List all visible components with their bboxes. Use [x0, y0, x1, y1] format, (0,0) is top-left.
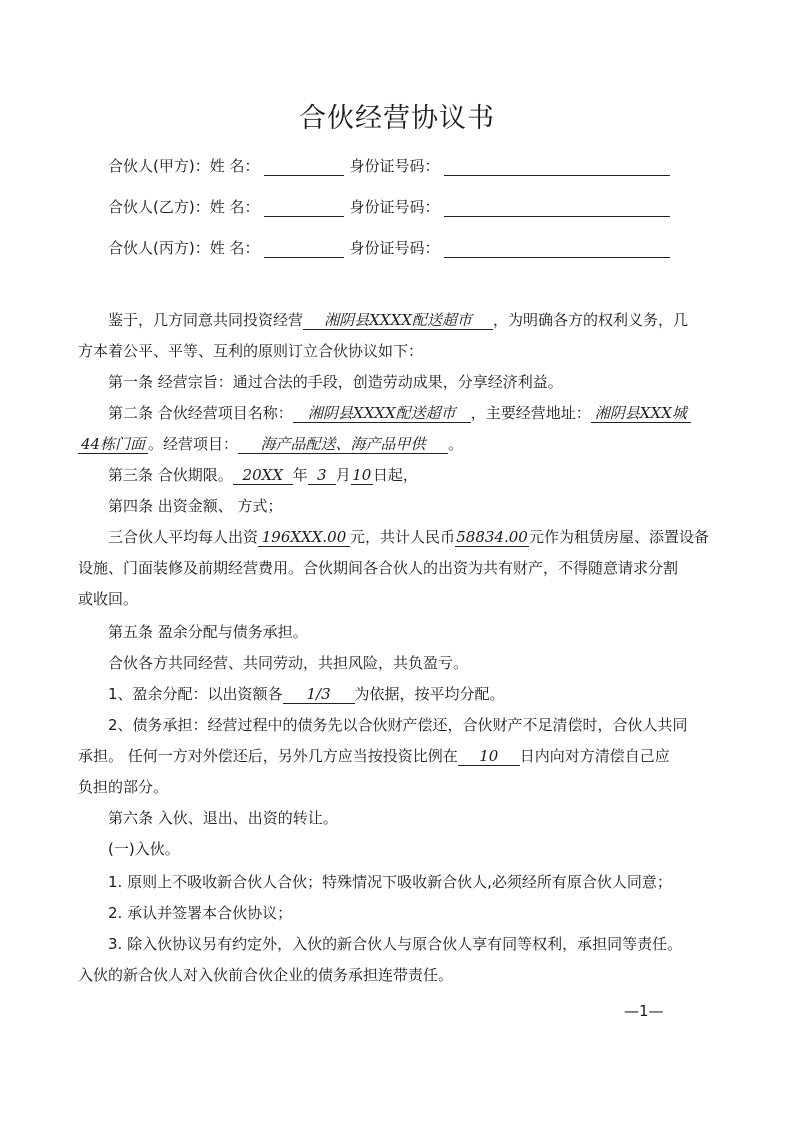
article-6-item-3-line-2: 入伙的新合伙人对入伙前合伙企业的债务承担连带责任。: [78, 966, 454, 984]
name-label: 姓 名：: [209, 157, 260, 175]
store-name-fill: 湘阴县XXXX配送超市: [303, 311, 493, 330]
month-fill: 3: [308, 466, 336, 485]
article-5-item-2-line-1: 2、债务承担：经营过程中的债务先以合伙财产偿还，合伙财产不足清偿时，合伙人共同: [108, 716, 688, 734]
id-blank[interactable]: [444, 241, 670, 258]
article-4-line-3: 或收回。: [78, 590, 139, 608]
id-blank[interactable]: [444, 200, 670, 217]
party-row-yi: [108, 196, 670, 217]
address-fill-2: 44栋门面: [78, 435, 148, 454]
preamble-line-1: [78, 310, 748, 330]
preamble-text: 鉴于，几方同意共同投资经营: [108, 311, 304, 329]
article-4-line-1: [78, 527, 748, 547]
article-4-line-2: 设施、门面装修及前期经营费用。合伙期间各合伙人的出资为共有财产，不得随意请求分割: [78, 559, 679, 577]
name-blank[interactable]: [264, 159, 344, 176]
article-4-text: 元，共计人民币: [350, 528, 456, 546]
party-row-bing: [108, 237, 670, 258]
party-label: 合伙人(乙方)：: [108, 198, 210, 216]
business-items-fill: 海产品配送、海产品甲供: [238, 435, 448, 454]
repay-days-fill: 10: [458, 747, 520, 766]
article-6-item-1: 1. 原则上不吸收新合伙人合伙；特殊情况下吸收新合伙人,必须经所有原合伙人同意；: [108, 873, 672, 891]
each-amount-fill: 196XXX.00: [258, 528, 350, 547]
article-5-item-1: [78, 684, 748, 704]
share-ratio-fill: 1/3: [283, 685, 355, 704]
article-6-heading: 第六条 入伙、退出、出资的转让。: [108, 809, 338, 827]
article-2-line-1: [78, 403, 748, 423]
id-label: 身份证号码：: [349, 198, 440, 216]
preamble-text: ，为明确各方的权利义务，几: [493, 311, 689, 329]
article-6-item-2: 2. 承认并签署本合伙协议；: [108, 904, 293, 922]
project-name-fill: 湘阴县XXXX配送超市: [293, 404, 471, 423]
article-4-text: 元作为租赁房屋、添置设备: [529, 528, 710, 546]
id-label: 身份证号码：: [349, 157, 440, 175]
article-5-text: 1、盈余分配：以出资额各: [108, 685, 283, 703]
party-label: 合伙人(甲方)：: [108, 157, 210, 175]
name-blank[interactable]: [264, 200, 344, 217]
article-3: [78, 465, 748, 485]
total-amount-fill: 58834.00: [456, 528, 528, 546]
article-5-intro: 合伙各方共同经营、共同劳动，共担风险，共负盈亏。: [108, 654, 469, 672]
name-blank[interactable]: [264, 241, 344, 258]
preamble-line-2: 方本着公平、平等、互利的原则订立合伙协议如下：: [78, 342, 424, 360]
article-5-text: 承担。 任何一方对外偿还后，另外几方应当按投资比例在: [78, 747, 458, 765]
name-label: 姓 名：: [209, 198, 260, 216]
article-3-text: 日起，: [372, 466, 418, 484]
id-label: 身份证号码：: [349, 239, 440, 257]
article-5-text: 日内向对方清偿自己应: [519, 747, 670, 765]
page-number: —1—: [624, 1002, 664, 1020]
article-5-heading: 第五条 盈余分配与债务承担。: [108, 623, 308, 641]
article-2-line-2: [78, 434, 718, 454]
year-fill: 20XX: [233, 466, 293, 485]
article-3-text: 月: [335, 466, 351, 484]
article-5-item-2-line-3: 负担的部分。: [78, 778, 169, 796]
article-2-text: 第二条 合伙经营项目名称：: [108, 404, 293, 422]
article-5-item-2-line-2: [78, 746, 718, 766]
name-label: 姓 名：: [209, 239, 260, 257]
article-2-text: ，主要经营地址：: [470, 404, 591, 422]
article-2-text: 。: [448, 435, 464, 453]
article-4-heading: 第四条 出资金额、 方式；: [108, 497, 283, 515]
article-4-text: 三合伙人平均每人出资: [108, 528, 259, 546]
article-1: 第一条 经营宗旨：通过合法的手段，创造劳动成果，分享经济利益。: [108, 373, 563, 391]
party-label: 合伙人(丙方)：: [108, 239, 210, 257]
article-5-text: 为依据，按平均分配。: [354, 685, 505, 703]
article-2-text: 。经营项目：: [148, 435, 239, 453]
article-3-text: 年: [292, 466, 308, 484]
article-3-text: 第三条 合伙期限。: [108, 466, 233, 484]
article-6-sub-1: (一)入伙。: [108, 840, 180, 858]
day-fill: 10: [352, 466, 372, 484]
id-blank[interactable]: [444, 159, 670, 176]
article-6-item-3-line-1: 3. 除入伙协议另有约定外，入伙的新合伙人与原合伙人享有同等权利，承担同等责任。: [108, 935, 683, 953]
party-row-jia: [108, 155, 670, 176]
document-title: 合伙经营协议书: [299, 103, 495, 134]
address-fill-1: 湘阴县XXX城: [591, 404, 691, 423]
